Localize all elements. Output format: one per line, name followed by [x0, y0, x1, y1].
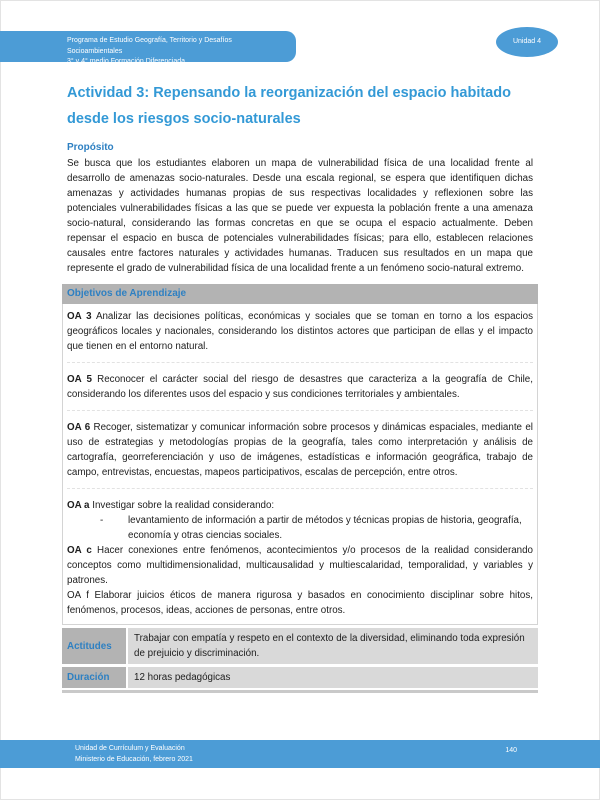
- page-number: 140: [505, 747, 517, 754]
- oa-text: Reconocer el carácter social del riesgo de desastres que caracteriza a la geografía de Chile, considerando los diferentes usos del espacio y sus condiciones territoriales y ambientales.: [67, 374, 533, 400]
- oa-item-a: [67, 488, 533, 513]
- oa-item-6: [67, 410, 533, 480]
- duracion-text: 12 horas pedagógicas: [134, 672, 231, 683]
- program-level: 3° y 4° medio Formación Diferenciada: [67, 58, 186, 65]
- page-content: [62, 80, 538, 693]
- program-title: Programa de Estudio Geografía, Territorio y Desafíos Socioambientales: [67, 37, 232, 55]
- table-bottom-border: [62, 690, 538, 693]
- actitudes-value: [128, 628, 538, 664]
- activity-title: Actividad 3: Repensando la reorganización del espacio habitado desde los riesgos socio-naturales: [67, 85, 511, 127]
- duracion-label: Duración: [62, 667, 126, 688]
- oa-text: Analizar las decisiones políticas, económicas y sociales que se toman en torno a los espacios geográficos locales y nacionales, considerando los distintos actores que participan de ellas y el impacto que tienen en el entorno natural.: [67, 311, 533, 352]
- oa-code: OA f: [67, 590, 89, 601]
- page-footer: [0, 740, 600, 768]
- duracion-value: [128, 667, 538, 688]
- unit-badge: Unidad 4: [496, 27, 558, 57]
- oa-code: OA 6: [67, 422, 91, 433]
- objetivos-body: [62, 304, 538, 625]
- oa-code: OA 5: [67, 374, 92, 385]
- proposito-heading: Propósito: [67, 142, 114, 153]
- oa-text: Investigar sobre la realidad considerando:: [92, 500, 275, 511]
- oa-text: Recoger, sistematizar y comunicar información sobre procesos y dinámicas espaciales, mediante el uso de estrategias y metodologías propias de la geografía, tales como interpretación y análisis de cartografía, georreferenciación y uso de imágenes, estadísticas e información geográfica, trabajo de campo, entrevistas, encuestas, mapeos participativos, escalas de percepción, entre otros.: [67, 422, 533, 478]
- footer-org-line2: Ministerio de Educación, febrero 2021: [75, 755, 193, 763]
- actitudes-label: Actitudes: [62, 628, 126, 664]
- oa-item-c: [67, 543, 533, 588]
- actitudes-text: Trabajar con empatía y respeto en el contexto de la diversidad, eliminando toda expresión de prejuicio y discriminación.: [134, 633, 525, 659]
- oa-code: OA 3: [67, 311, 92, 322]
- oa-item-5: [67, 362, 533, 402]
- bullet-dash: -: [100, 515, 104, 526]
- oa-code: OA c: [67, 545, 92, 556]
- oa-text: Elaborar juicios éticos de manera rigurosa y basados en conocimiento disciplinar sobre hitos, fenómenos, procesos, ideas, acciones de personas, entre otros.: [67, 590, 533, 616]
- program-header-banner: [0, 31, 296, 65]
- oa-code: OA a: [67, 500, 90, 511]
- bullet-text: levantamiento de información a partir de métodos y técnicas propias de historia, geografía, economía y otras ciencias sociales.: [128, 515, 522, 541]
- actitudes-row: [62, 628, 538, 664]
- proposito-paragraph: Se busca que los estudiantes elaboren un mapa de vulnerabilidad física de una localidad frente al desarrollo de amenazas socio-naturales. Desde una escala regional, se espera que identifiquen dichas amenazas y actividades humanas propias de sus respectivas localidades y reflexionen sobre las potenciales vulnerabilidades físicas a las que se puede ver expuesta la población frente a una amenaza socio-natural, considerando las formas concretas en que se ocupa el espacio actualmente. Deben repensar el espacio en busca de potenciales vulnerabilidades físicas; para ello, establecen relaciones causales entre factores naturales y actividades humanas. Traducen sus resultados en un mapa que represente el grado de vulnerabilidad física de una localidad frente a un fenómeno socio-natural extremo.: [67, 158, 533, 274]
- duracion-row: [62, 667, 538, 688]
- objetivos-header-bar: Objetivos de Aprendizaje: [62, 284, 538, 304]
- oa-item-a-subitem: [100, 513, 533, 543]
- oa-item-3: [67, 309, 533, 354]
- oa-item-f: [67, 588, 533, 618]
- oa-text: Hacer conexiones entre fenómenos, acontecimientos y/o procesos de la realidad considerando conceptos como multidimensionalidad, multicausalidad y multiescalaridad, temporalidad, y variables y patrones.: [67, 545, 533, 586]
- footer-org-line1: Unidad de Currículum y Evaluación: [75, 745, 185, 752]
